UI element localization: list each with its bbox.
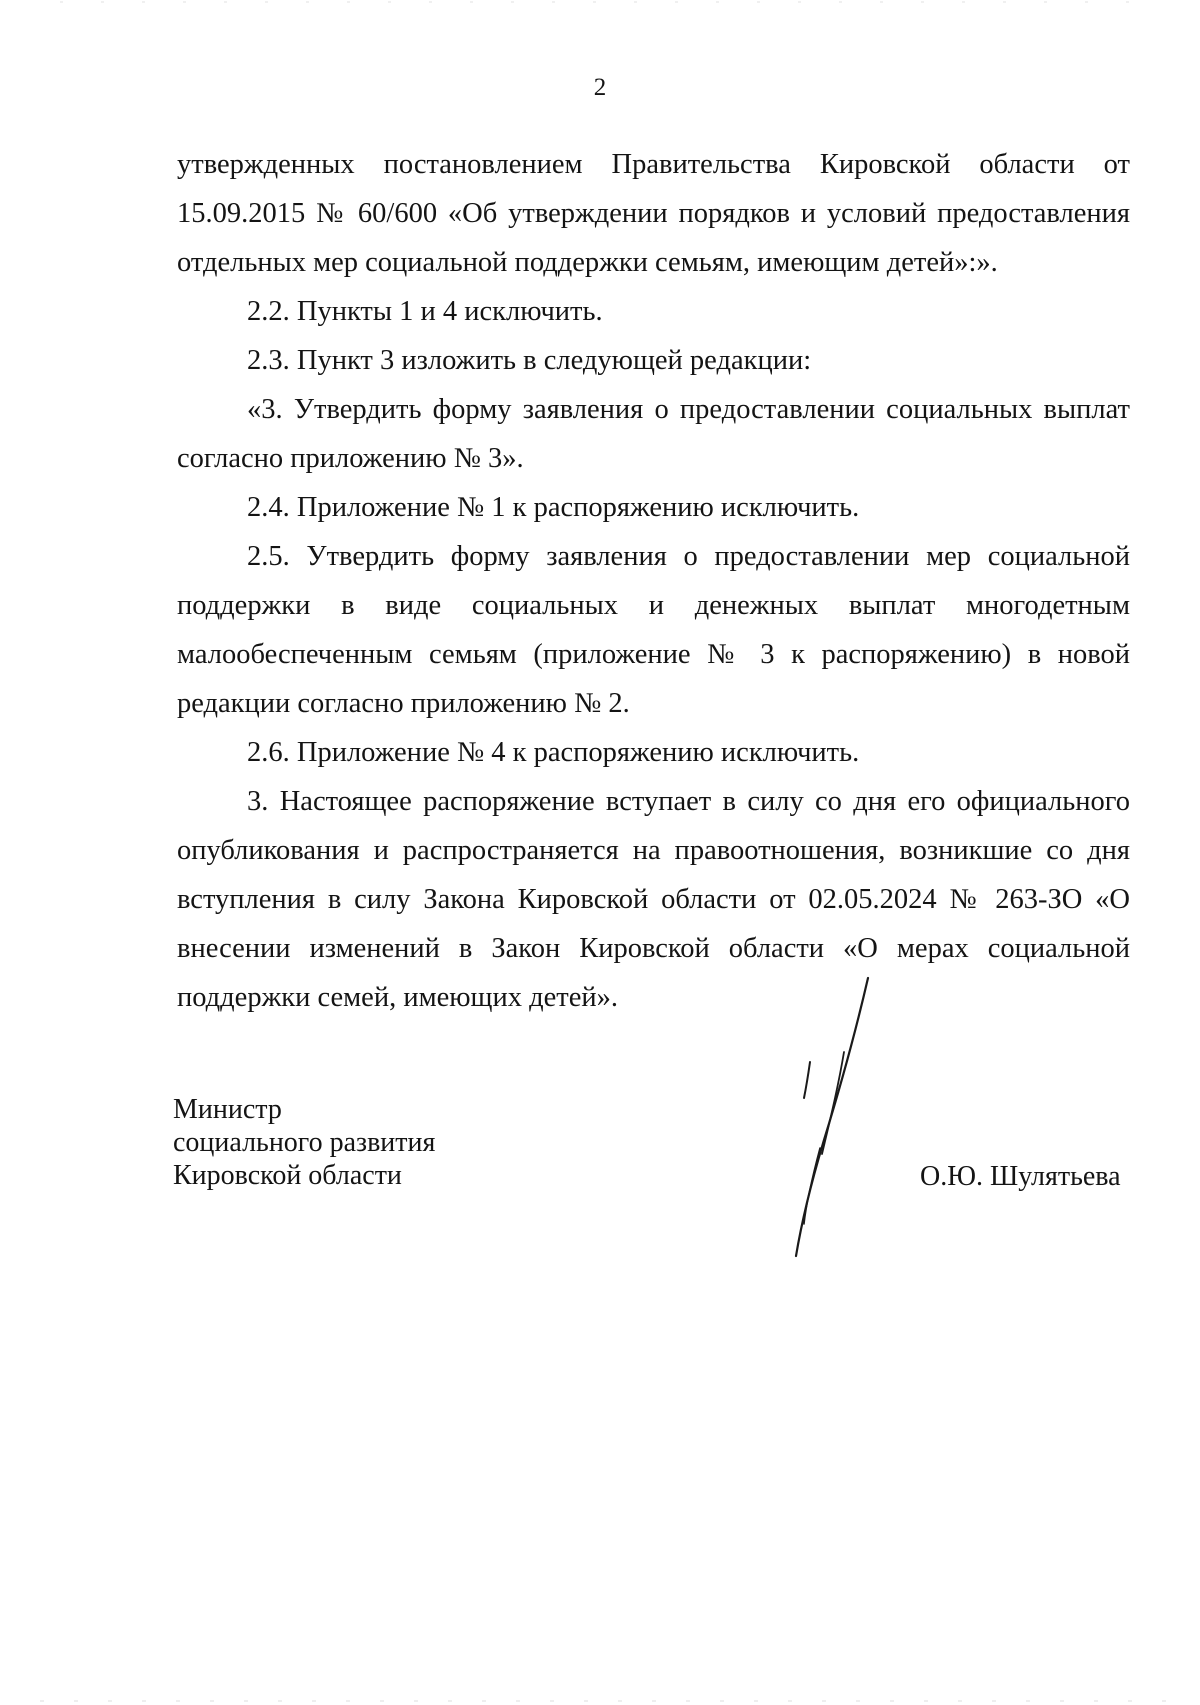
signatory-position-line: социального развития (173, 1127, 436, 1158)
paragraph-quoted-item-3: «3. Утвердить форму заявления о предоставлении социальных выплат согласно приложению № 3». (177, 394, 1130, 474)
paragraph-2-5: 2.5. Утвердить форму заявления о предоставлении мер социальной поддержки в виде социальных и денежных выплат многодетным малообеспеченным семьям (приложение № 3 к распоряжению) в новой редакции согласно приложению № 2. (177, 541, 1130, 719)
signatory-position (173, 1093, 435, 1192)
page-number: 2 (593, 74, 607, 101)
paragraph-2-4: 2.4. Приложение № 1 к распоряжению исключить. (247, 492, 860, 523)
document-body (177, 140, 1130, 1022)
paragraph-2-3: 2.3. Пункт 3 изложить в следующей редакции: (247, 345, 812, 376)
paragraph-continuation: утвержденных постановлением Правительства Кировской области от 15.09.2015 № 60/600 «Об утверждении порядков и условий предоставления отдельных мер социальной поддержки семьям, имеющим детей»:». (177, 149, 1130, 278)
paragraph-2-6: 2.6. Приложение № 4 к распоряжению исключить. (247, 737, 860, 768)
scan-edge-bottom (0, 1698, 1200, 1704)
paragraph-3: 3. Настоящее распоряжение вступает в силу со дня его официального опубликования и распространяется на правоотношения, возникшие со дня вступления в силу Закона Кировской области от 02.05.2024 № 263-ЗО «О внесении изменений в Закон Кировской области «О мерах социальной поддержки семей, имеющих детей». (177, 786, 1130, 1013)
signatory-position-line: Кировской области (173, 1160, 402, 1191)
handwritten-signature (760, 970, 900, 1260)
scan-edge-top (0, 0, 1200, 6)
signatory-name: О.Ю. Шулятьева (920, 1161, 1121, 1192)
paragraph-2-2: 2.2. Пункты 1 и 4 исключить. (247, 296, 603, 327)
signatory-position-line: Министр (173, 1094, 282, 1125)
